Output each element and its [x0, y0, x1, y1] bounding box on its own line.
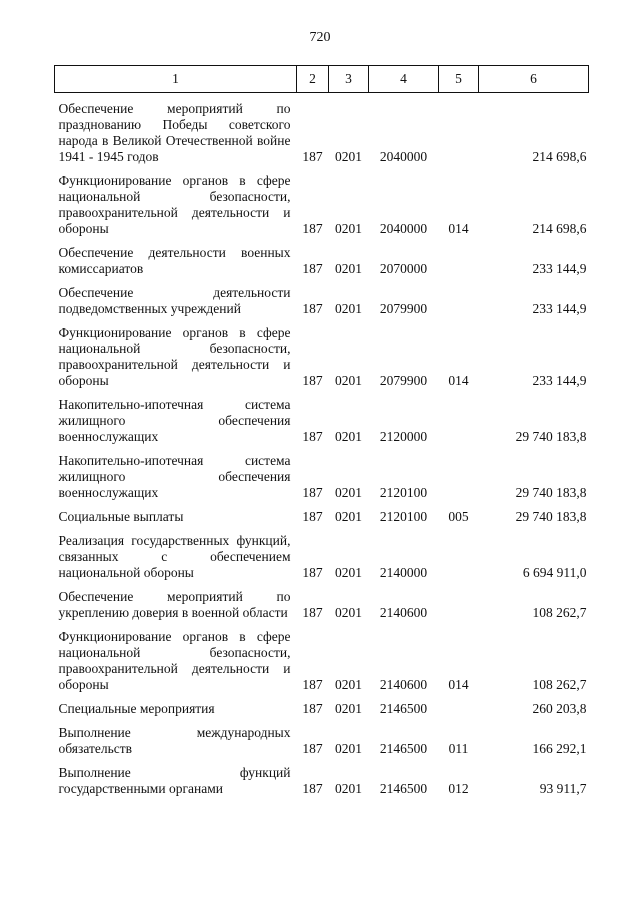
row-amount: 93 911,7 [539, 781, 587, 796]
row-amount: 233 144,9 [532, 373, 587, 388]
row-code-2: 187 [302, 221, 323, 236]
row-code-4: 2120100 [379, 509, 428, 524]
row-name: Функционирование органов в сфере национальной безопасности, правоохранительной деятельности и обороны [58, 325, 291, 388]
row-code-5 [439, 533, 479, 589]
row-code-4: 2140000 [379, 565, 428, 580]
row-amount: 6 694 911,0 [522, 565, 587, 580]
row-name: Социальные выплаты [58, 509, 184, 524]
table-body [55, 93, 589, 806]
row-code-5 [439, 453, 479, 509]
row-code-2: 187 [302, 149, 323, 164]
row-code-2: 187 [302, 509, 323, 524]
row-code-5: 014 [448, 677, 469, 692]
row-amount: 29 740 183,8 [515, 485, 587, 500]
row-amount: 214 698,6 [532, 149, 587, 164]
row-code-3: 0201 [335, 149, 362, 164]
row-amount: 260 203,8 [532, 701, 587, 716]
row-code-5 [439, 701, 479, 725]
row-name: Специальные мероприятия [58, 701, 215, 716]
row-code-2: 187 [302, 701, 323, 716]
row-code-2: 187 [302, 261, 323, 276]
table-row [55, 509, 589, 533]
table-row [55, 173, 589, 245]
row-name: Обеспечение деятельности военных комиссариатов [58, 245, 291, 276]
row-code-4: 2146500 [379, 781, 428, 796]
row-code-5: 014 [448, 221, 469, 236]
row-amount: 233 144,9 [532, 261, 587, 276]
row-code-2: 187 [302, 429, 323, 444]
row-code-4: 2070000 [379, 261, 428, 276]
row-code-4: 2146500 [379, 741, 428, 756]
header-col-1: 1 [55, 66, 297, 93]
row-amount: 108 262,7 [532, 677, 587, 692]
row-code-4: 2146500 [379, 701, 428, 716]
row-code-2: 187 [302, 485, 323, 500]
row-amount: 214 698,6 [532, 221, 587, 236]
table-row [55, 725, 589, 765]
row-code-2: 187 [302, 605, 323, 620]
table-row [55, 629, 589, 701]
row-code-2: 187 [302, 373, 323, 388]
row-name: Реализация государственных функций, связанных с обеспечением национальной обороны [58, 533, 291, 580]
row-code-5: 012 [448, 781, 469, 796]
row-code-5 [439, 397, 479, 453]
row-amount: 29 740 183,8 [515, 429, 587, 444]
row-code-4: 2040000 [379, 149, 428, 164]
row-name: Накопительно-ипотечная система жилищного обеспечения военнослужащих [58, 453, 291, 500]
row-code-5 [439, 93, 479, 174]
row-code-4: 2079900 [379, 373, 428, 388]
row-code-2: 187 [302, 781, 323, 796]
row-code-5: 005 [448, 509, 469, 524]
row-amount: 233 144,9 [532, 301, 587, 316]
row-code-3: 0201 [335, 509, 362, 524]
row-code-3: 0201 [335, 301, 362, 316]
row-name: Выполнение функций государственными органами [58, 765, 291, 796]
row-code-4: 2079900 [379, 301, 428, 316]
row-code-4: 2140600 [379, 605, 428, 620]
row-code-4: 2120000 [379, 429, 428, 444]
table-row [55, 245, 589, 285]
row-name: Функционирование органов в сфере национальной безопасности, правоохранительной деятельности и обороны [58, 629, 291, 692]
row-code-5 [439, 589, 479, 629]
table-row [55, 453, 589, 509]
row-code-3: 0201 [335, 221, 362, 236]
header-col-6: 6 [479, 66, 589, 93]
row-code-5 [439, 245, 479, 285]
row-code-3: 0201 [335, 261, 362, 276]
row-code-3: 0201 [335, 741, 362, 756]
row-code-4: 2120100 [379, 485, 428, 500]
row-name: Обеспечение мероприятий по празднованию Победы советского народа в Великой Отечественной войне 1941 - 1945 годов [58, 101, 291, 164]
row-name: Функционирование органов в сфере национальной безопасности, правоохранительной деятельности и обороны [58, 173, 291, 236]
row-code-2: 187 [302, 677, 323, 692]
row-code-2: 187 [302, 741, 323, 756]
row-name: Обеспечение деятельности подведомственных учреждений [58, 285, 291, 316]
table-row [55, 397, 589, 453]
header-row [55, 66, 589, 93]
header-col-3: 3 [329, 66, 369, 93]
row-code-3: 0201 [335, 677, 362, 692]
row-code-5: 011 [448, 741, 469, 756]
row-code-2: 187 [302, 565, 323, 580]
row-code-3: 0201 [335, 429, 362, 444]
row-code-3: 0201 [335, 701, 362, 716]
row-code-4: 2140600 [379, 677, 428, 692]
table-row [55, 285, 589, 325]
row-amount: 166 292,1 [532, 741, 587, 756]
row-code-3: 0201 [335, 485, 362, 500]
row-amount: 108 262,7 [532, 605, 587, 620]
table-row [55, 765, 589, 805]
table-row [55, 701, 589, 725]
table-row [55, 325, 589, 397]
row-name: Выполнение международных обязательств [58, 725, 291, 756]
header-col-5: 5 [439, 66, 479, 93]
page-number: 720 [309, 30, 331, 45]
row-name: Обеспечение мероприятий по укреплению доверия в военной области [58, 589, 291, 620]
header-col-4: 4 [369, 66, 439, 93]
table-row [55, 533, 589, 589]
budget-table [54, 65, 589, 805]
row-code-3: 0201 [335, 565, 362, 580]
row-code-5 [439, 285, 479, 325]
table-header [55, 66, 589, 93]
row-code-3: 0201 [335, 373, 362, 388]
row-code-4: 2040000 [379, 221, 428, 236]
row-code-3: 0201 [335, 605, 362, 620]
header-col-2: 2 [297, 66, 329, 93]
table-row [55, 93, 589, 174]
row-code-5: 014 [448, 373, 469, 388]
table-row [55, 589, 589, 629]
row-code-3: 0201 [335, 781, 362, 796]
row-name: Накопительно-ипотечная система жилищного обеспечения военнослужащих [58, 397, 291, 444]
row-amount: 29 740 183,8 [515, 509, 587, 524]
row-code-2: 187 [302, 301, 323, 316]
